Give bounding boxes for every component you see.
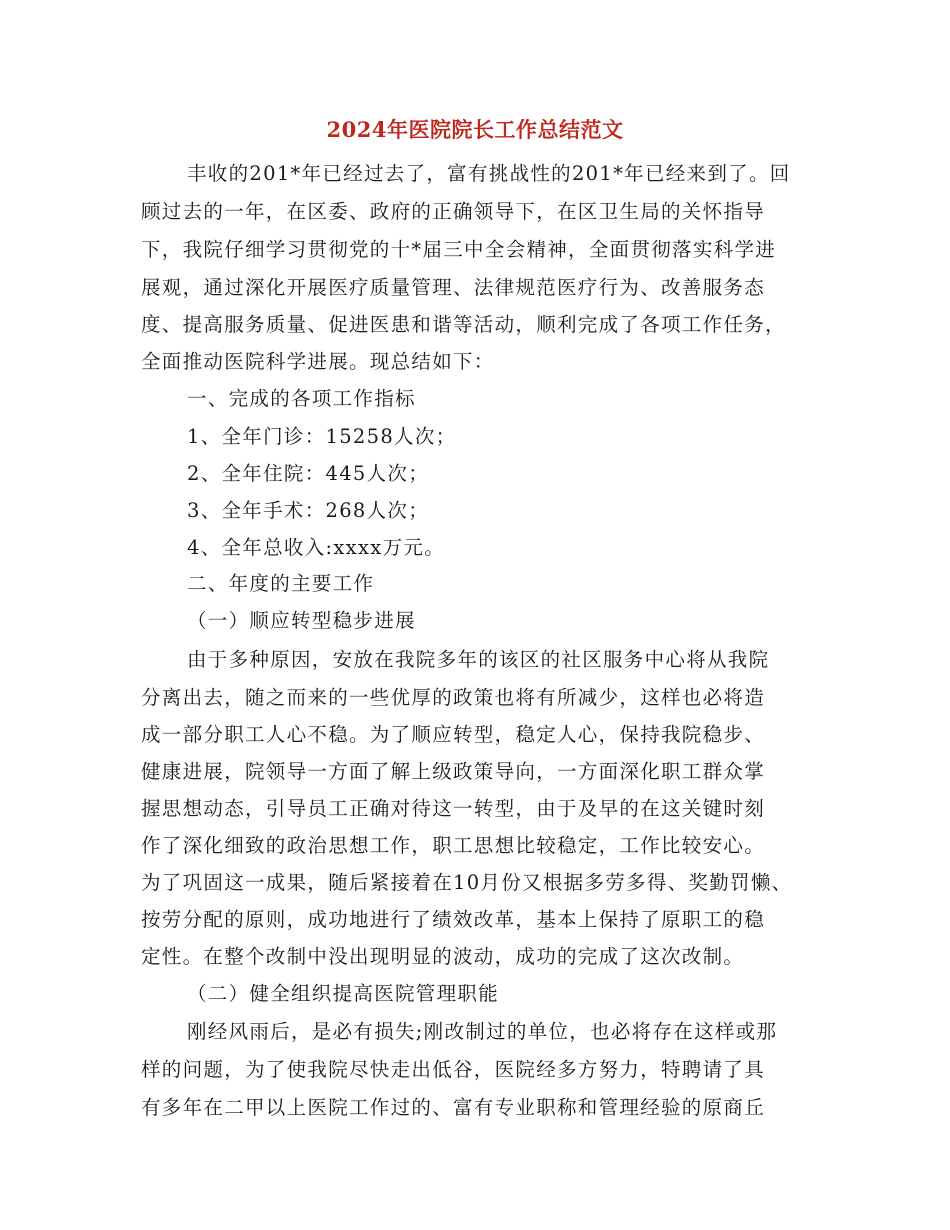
paragraph-line: 分离出去，随之而来的一些优厚的政策也将有所减少，这样也必将造	[141, 686, 766, 709]
subsection-heading: （二）健全组织提高医院管理职能	[187, 982, 500, 1005]
document-title: 2024年医院院长工作总结范文	[326, 117, 624, 142]
paragraph-line: 顾过去的一年，在区委、政府的正确领导下，在区卫生局的关怀指导	[141, 200, 766, 223]
paragraph-line: 按劳分配的原则，成功地进行了绩效改革，基本上保持了原职工的稳	[141, 908, 766, 931]
paragraph-line: 作了深化细致的政治思想工作，职工思想比较稳定，工作比较安心。	[141, 834, 766, 857]
paragraph-line: 健康进展，院领导一方面了解上级政策导向，一方面深化职工群众掌	[141, 760, 766, 783]
paragraph-line: 为了巩固这一成果，随后紧接着在10月份又根据多劳多得、奖勤罚懒、	[141, 871, 793, 894]
list-item: 1、全年门诊：15258人次；	[187, 425, 457, 448]
section-heading: 一、完成的各项工作指标	[187, 387, 416, 410]
subsection-heading: （一）顺应转型稳步进展	[187, 609, 416, 632]
paragraph-line: 定性。在整个改制中没出现明显的波动，成功的完成了这次改制。	[141, 945, 745, 968]
list-item: 4、全年总收入:xxxx万元。	[187, 536, 445, 559]
paragraph-line: 握思想动态，引导员工正确对待这一转型，由于及早的在这关键时刻	[141, 797, 766, 820]
paragraph-line: 有多年在二甲以上医院工作过的、富有专业职称和管理经验的原商丘	[141, 1096, 766, 1119]
paragraph-line: 下，我院仔细学习贯彻党的十*届三中全会精神，全面贯彻落实科学进	[141, 238, 777, 261]
paragraph-line: 度、提高服务质量、促进医患和谐等活动，顺利完成了各项工作任务，	[141, 313, 786, 336]
paragraph-line: 成一部分职工人心不稳。为了顺应转型，稳定人心，保持我院稳步、	[141, 723, 766, 746]
paragraph-line: 丰收的201*年已经过去了，富有挑战性的201*年已经来到了。回	[187, 162, 791, 185]
paragraph-line: 展观，通过深化开展医疗质量管理、法律规范医疗行为、改善服务态	[141, 276, 766, 299]
paragraph-line: 全面推动医院科学进展。现总结如下：	[141, 350, 495, 373]
section-heading: 二、年度的主要工作	[187, 572, 375, 595]
paragraph-line: 刚经风雨后，是必有损失;刚改制过的单位，也必将存在这样或那	[187, 1020, 778, 1043]
list-item: 2、全年住院：445人次；	[187, 462, 430, 485]
paragraph-line: 样的问题，为了使我院尽快走出低谷，医院经多方努力，特聘请了具	[141, 1058, 766, 1081]
paragraph-line: 由于多种原因，安放在我院多年的该区的社区服务中心将从我院	[187, 648, 770, 671]
list-item: 3、全年手术：268人次；	[187, 499, 430, 522]
